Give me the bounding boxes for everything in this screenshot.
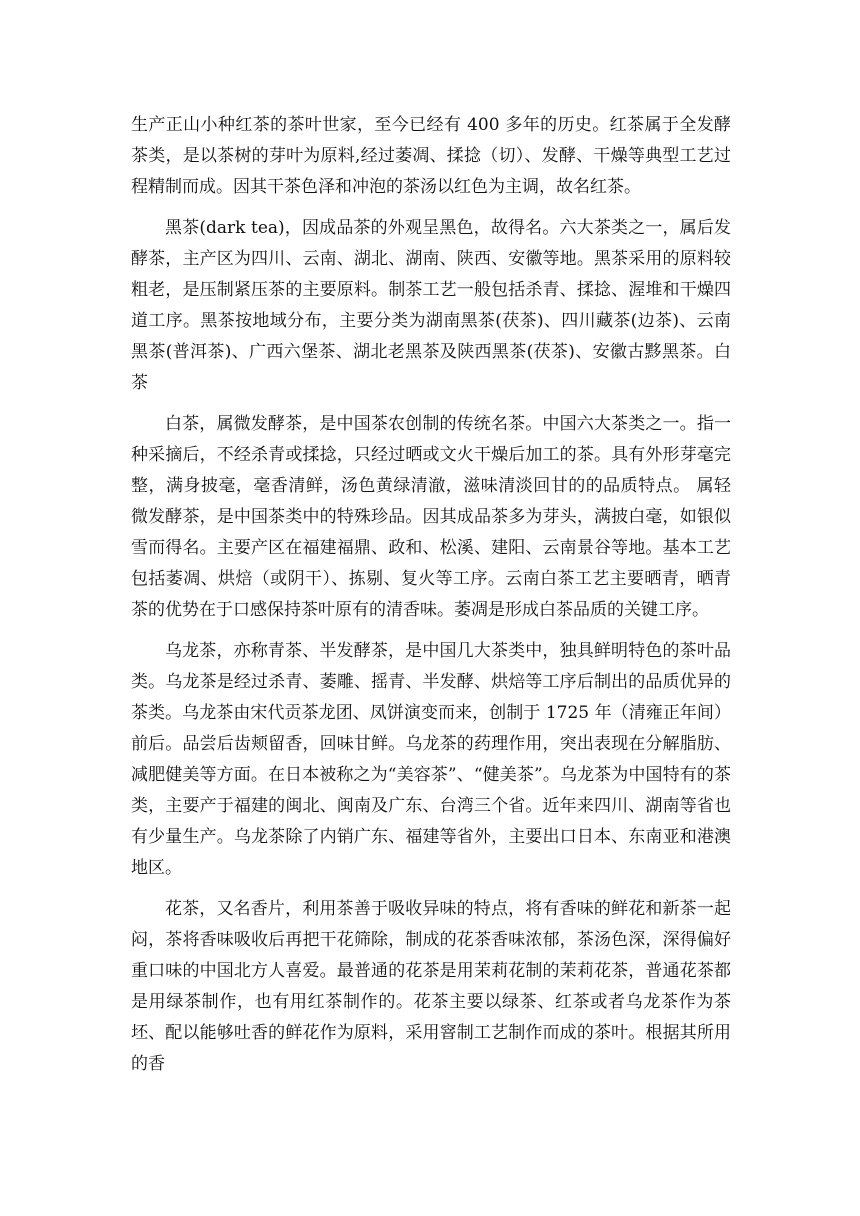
document-page <box>131 110 731 1090</box>
paragraph-flower-tea: 花茶，又名香片，利用茶善于吸收异味的特点，将有香味的鲜花和新茶一起闷，茶将香味吸收后再把干花筛除，制成的花茶香味浓郁，茶汤色深，深得偏好重口味的中国北方人喜爱。最普通的花茶是用茉莉花制的茉莉花茶，普通花茶都是用绿茶制作，也有用红茶制作的。花茶主要以绿茶、红茶或者乌龙茶作为茶坯、配以能够吐香的鲜花作为原料，采用窨制工艺制作而成的茶叶。根据其所用的香 <box>131 899 731 1074</box>
paragraph-oolong-tea: 乌龙茶，亦称青茶、半发酵茶，是中国几大茶类中，独具鲜明特色的茶叶品类。乌龙茶是经过杀青、萎雕、摇青、半发酵、烘焙等工序后制出的品质优异的茶类。乌龙茶由宋代贡茶龙团、凤饼演变而来，创制于 1725 年（清雍正年间）前后。品尝后齿颊留香，回味甘鲜。乌龙茶的药理作用，突出表现在分解脂肪、减肥健美等方面。在日本被称之为“美容茶”、“健美茶”。乌龙茶为中国特有的茶类，主要产于福建的闽北、闽南及广东、台湾三个省。近年来四川、湖南等省也有少量生产。乌龙茶除了内销广东、福建等省外，主要出口日本、东南亚和港澳地区。 <box>131 641 731 878</box>
paragraph-white-tea: 白茶，属微发酵茶，是中国茶农创制的传统名茶。中国六大茶类之一。指一种采摘后，不经杀青或揉捻，只经过晒或文火干燥后加工的茶。具有外形芽毫完整，满身披毫，毫香清鲜，汤色黄绿清澈，滋味清淡回甘的的品质特点。 属轻微发酵茶，是中国茶类中的特殊珍品。因其成品茶多为芽头，满披白毫，如银似雪而得名。主要产区在福建福鼎、政和、松溪、建阳、云南景谷等地。基本工艺包括萎凋、烘焙（或阴干）、拣剔、复火等工序。云南白茶工艺主要晒青，晒青茶的优势在于口感保持茶叶原有的清香味。萎凋是形成白茶品质的关键工序。 <box>131 414 731 620</box>
paragraph-red-tea-continued: 生产正山小种红茶的茶叶世家，至今已经有 400 多年的历史。红茶属于全发酵茶类，是以茶树的芽叶为原料,经过萎凋、揉捻（切）、发酵、干燥等典型工艺过程精制而成。因其干茶色泽和冲泡的茶汤以红色为主调，故名红茶。 <box>131 115 731 197</box>
paragraph-dark-tea: 黑茶(dark tea)，因成品茶的外观呈黑色，故得名。六大茶类之一，属后发酵茶，主产区为四川、云南、湖北、湖南、陕西、安徽等地。黑茶采用的原料较粗老，是压制紧压茶的主要原料。制茶工艺一般包括杀青、揉捻、渥堆和干燥四道工序。黑茶按地域分布，主要分类为湖南黑茶(茯茶)、四川藏茶(边茶)、云南黑茶(普洱茶)、广西六堡茶、湖北老黑茶及陕西黑茶(茯茶)、安徽古黟黑茶。白茶 <box>131 218 731 393</box>
